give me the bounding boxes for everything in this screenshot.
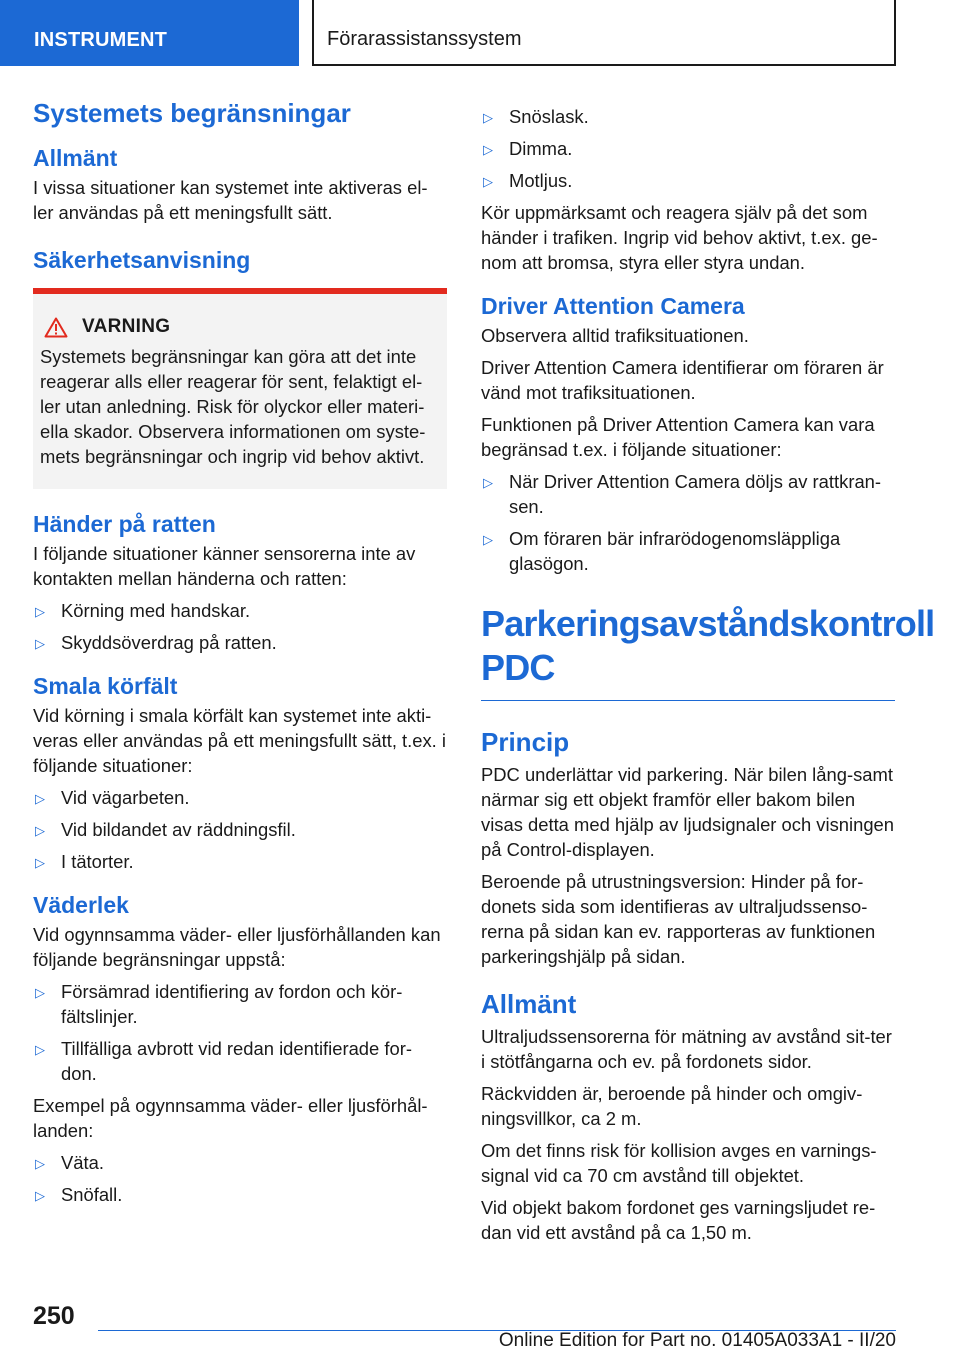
list-item: ▷ I tätorter. [33,849,447,874]
triangle-bullet-icon: ▷ [35,855,45,870]
attention-text: Kör uppmärksamt och reagera själv på det som händer i trafiken. Ingrip vid behov aktivt, t.ex. ge-nom att bromsa, styra eller styra undan. [481,202,878,273]
hands-list [33,598,447,655]
safety-heading: Säkerhetsanvisning [33,247,251,273]
triangle-bullet-icon: ▷ [35,636,45,651]
list-item: ▷ Väta. [33,1150,447,1175]
triangle-bullet-icon: ▷ [35,1188,45,1203]
lanes-list [33,785,447,874]
list-item: ▷ När Driver Attention Camera döljs av rattkran-sen. [483,471,882,517]
general-paragraph-1: Ultraljudssensorerna för mätning av avstånd sit-ter i stötfångarna och ev. på fordonets sidor. [481,1026,892,1072]
weather-examples-list [33,1150,447,1207]
general-paragraph-3: Om det finns risk för kollision avges en varnings-signal vid ca 70 cm avstånd till objektet. [481,1140,877,1186]
general-paragraph-2: Räckvidden är, beroende på hinder och omgiv-ningsvillkor, ca 2 m. [481,1083,863,1129]
header-chapter-box [312,0,896,66]
chapter-title-line-1: Parkeringsavståndskontroll [481,603,935,644]
dac-list [481,469,895,576]
triangle-bullet-icon: ▷ [483,110,493,125]
triangle-bullet-icon: ▷ [483,174,493,189]
dac-paragraph-2: Driver Attention Camera identifierar om föraren är vänd mot trafiksituationen. [481,357,884,403]
triangle-bullet-icon: ▷ [35,985,45,1000]
triangle-bullet-icon: ▷ [35,1156,45,1171]
weather-list [33,979,447,1086]
triangle-bullet-icon: ▷ [35,791,45,806]
footer-edition: Online Edition for Part no. 01405A033A1 - II/20 [498,1330,896,1351]
principle-paragraph-2: Beroende på utrustningsversion: Hinder på for-donets sida som identifieras av ultraljudssenso-rerna på sidan kan ev. rapporteras av funktionen parkeringshjälp på sidan. [481,871,876,967]
chapter-title-line-2: PDC [481,647,555,688]
header-section-tab [0,0,299,66]
general-heading: Allmänt [33,145,118,171]
list-item: ▷ Vid vägarbeten. [33,785,447,810]
list-item: ▷ Snöslask. [481,104,895,129]
list-item: ▷ Skyddsöverdrag på ratten. [33,630,447,655]
chapter-title [481,602,935,701]
dac-paragraph-3: Funktionen på Driver Attention Camera kan vara begränsad t.ex. i följande situationer: [481,414,875,460]
general-paragraph-4: Vid objekt bakom fordonet ges varningsljudet re-dan vid ett avstånd på ca 1,50 m. [481,1197,876,1243]
triangle-bullet-icon: ▷ [483,142,493,157]
weather-examples-list-cont [481,104,895,193]
list-item: ▷ Tillfälliga avbrott vid redan identifierade for-don. [35,1038,412,1084]
header-section-label: INSTRUMENT [34,29,168,51]
list-item: ▷ Motljus. [481,168,895,193]
header-chapter-label: Förarassistanssystem [327,28,522,50]
general-heading-right: Allmänt [481,989,577,1019]
weather-text-2: Exempel på ogynnsamma väder- eller ljusförhål-landen: [33,1095,428,1141]
principle-paragraph-1: PDC underlättar vid parkering. När bilen lång-samt närmar sig ett objekt framför eller bakom bilen visas detta med hjälp av ljudsignaler och visningen på Control-displayen. [481,764,895,860]
warning-triangle-icon [44,317,68,338]
lanes-text: Vid körning i smala körfält kan systemet inte akti-veras eller användas på ett meningsfullt sätt, t.ex. i följande situationer: [33,705,446,776]
right-column [481,98,935,1252]
warning-title-row [40,316,439,338]
triangle-bullet-icon: ▷ [483,475,493,490]
hands-text: I följande situationer känner sensorerna inte av kontakten mellan händerna och ratten: [33,543,416,589]
general-text: I vissa situationer kan systemet inte aktiveras el-ler användas på ett meningsfullt sätt. [33,177,428,223]
section-title: Systemets begränsningar [33,98,351,128]
warning-box [33,288,447,489]
dac-heading: Driver Attention Camera [481,293,745,319]
list-item: ▷ Försämrad identifiering av fordon och kör-fältslinjer. [35,981,403,1027]
principle-heading: Princip [481,727,570,757]
list-item: ▷ Körning med handskar. [33,598,447,623]
triangle-bullet-icon: ▷ [35,823,45,838]
triangle-bullet-icon: ▷ [35,604,45,619]
hands-heading: Händer på ratten [33,511,216,537]
triangle-bullet-icon: ▷ [35,1042,45,1057]
weather-text: Vid ogynnsamma väder- eller ljusförhållanden kan följande begränsningar uppstå: [33,924,441,970]
warning-text: Systemets begränsningar kan göra att det inte reagerar alls eller reagerar för sent, felaktigt el-ler utan anledning. Risk för olyckor eller materi-ella skador. Observera informationen om syste-mets begränsningar och ingrip vid behov aktivt. [40,346,426,467]
page-number: 250 [33,1302,75,1330]
list-item: ▷ Dimma. [481,136,895,161]
list-item: ▷ Om föraren bär infrarödogenomsläppliga glasögon. [483,528,841,574]
weather-heading: Väderlek [33,892,129,918]
triangle-bullet-icon: ▷ [483,532,493,547]
dac-paragraph-1: Observera alltid trafiksituationen. [481,325,749,346]
list-item: ▷ Snöfall. [33,1182,447,1207]
lanes-heading: Smala körfält [33,673,178,699]
list-item: ▷ Vid bildandet av räddningsfil. [33,817,447,842]
left-column [33,98,447,1214]
warning-title: VARNING [82,316,171,337]
